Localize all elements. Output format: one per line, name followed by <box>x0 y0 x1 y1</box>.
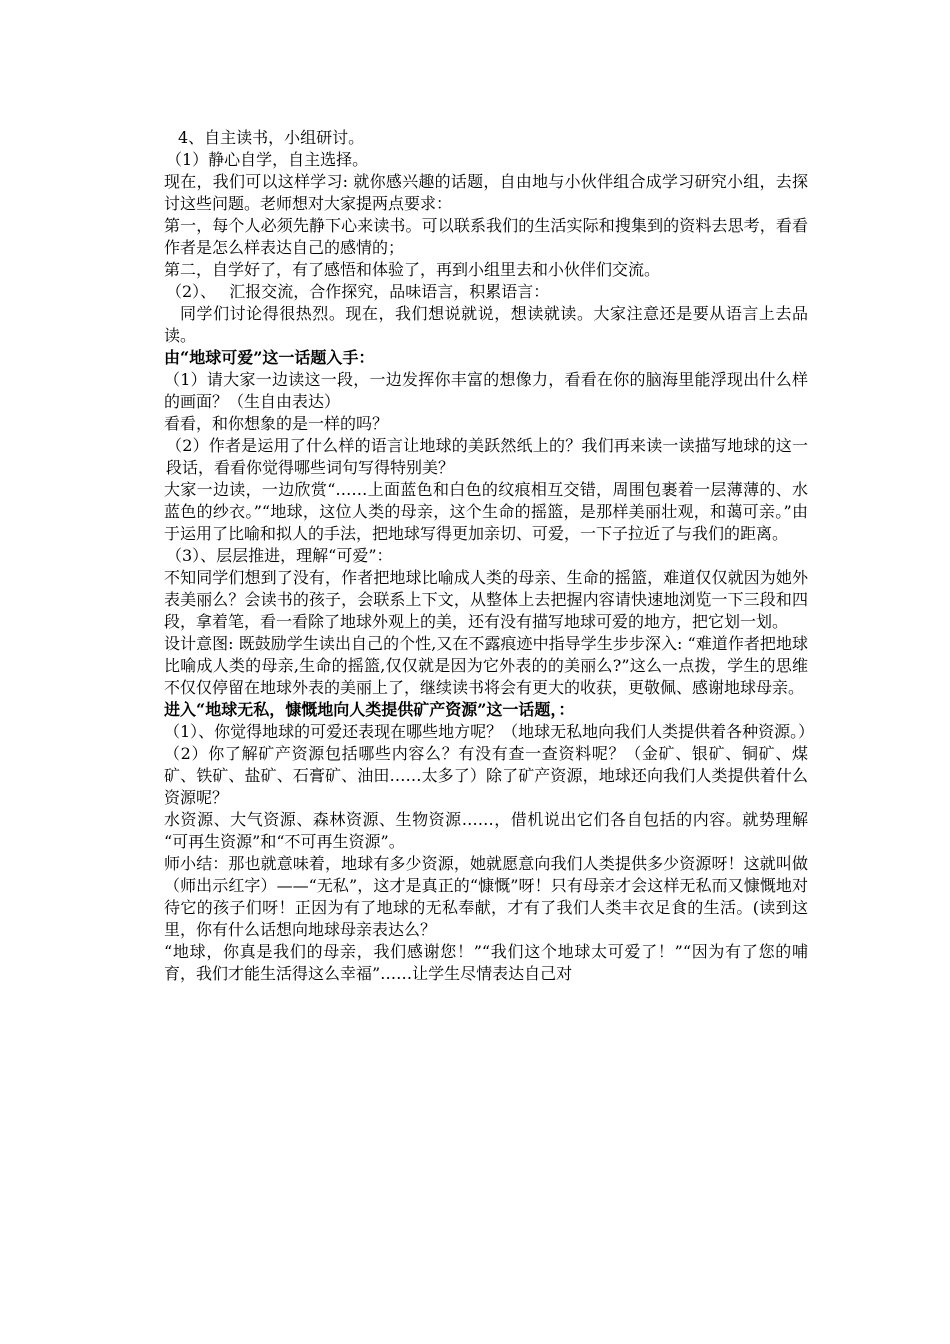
topic-heading-earth-selfless: 进入“地球无私，慷慨地向人类提供矿产资源”这一话题，： <box>164 700 575 719</box>
paragraph-imagination: （1）请大家一边读这一段，一边发挥你丰富的想像力，看看在你的脑海里能浮现出什么样的画面？（生自由表达） <box>164 370 808 411</box>
paragraph-compare: 看看，和你想象的是一样的吗？ <box>164 414 389 433</box>
heading-step-4: 4、自主读书，小组研讨。 <box>178 128 365 147</box>
paragraph-student-expression: “地球，你真是我们的母亲，我们感谢您！”“我们这个地球太可爱了！”“因为有了您的哺育，我们才能生活得这么幸福”……让学生尽情表达自己对 <box>164 942 808 983</box>
paragraph-browse-task: 不知同学们想到了没有，作者把地球比喻成人类的母亲、生命的摇篮，难道仅仅就因为她外表美丽么？会读书的孩子，会联系上下文，从整体上去把握内容请快速地浏览一下三段和四段，拿着笔，看一看除了地球外观上的美，还有没有描写地球可爱的地方，把它划一划。 <box>164 568 808 631</box>
paragraph-minerals: （2）你了解矿产资源包括哪些内容么？有没有查一查资料呢？（金矿、银矿、铜矿、煤矿、铁矿、盐矿、石膏矿、油田……太多了）除了矿产资源，地球还向我们人类提供着什么资源呢？ <box>164 744 808 807</box>
paragraph-study-method: 现在，我们可以这样学习: 就你感兴趣的话题，自由地与小伙伴组合成学习研究小组，去探讨这些问题。老师想对大家提两点要求： <box>164 172 808 213</box>
paragraph-requirement-1: 第一，每个人必须先静下心来读书。可以联系我们的生活实际和搜集到的资料去思考，看看作者是怎么样表达自己的感情的； <box>164 216 808 257</box>
paragraph-discussion: 同学们讨论得很热烈。现在，我们想说就说，想读就读。大家注意还是要从语言上去品读。 <box>164 304 808 345</box>
subheading-report-exchange: （2）、 汇报交流，合作探究，品味语言，积累语言： <box>166 282 550 301</box>
paragraph-resources-question: （1）、你觉得地球的可爱还表现在哪些地方呢？（地球无私地向我们人类提供着各种资源。） <box>164 722 815 741</box>
subheading-progressive: （3）、层层推进，理解“可爱”： <box>166 546 393 565</box>
paragraph-other-resources: 水资源、大气资源、森林资源、生物资源……，借机说出它们各自包括的内容。就势理解 “可再生资源”和“不可再生资源”。 <box>164 810 808 851</box>
paragraph-design-intent: 设计意图: 既鼓励学生读出自己的个性,又在不露痕迹中指导学生步步深入: “难道作者把地球比喻成人类的母亲,生命的摇篮,仅仅就是因为它外表的的美丽么?”这么一点拨，学生的思维不仅仅停留在地球外表的美丽上了，继续读书将会有更大的收获，更敬佩、感谢地球母亲。 <box>164 634 808 697</box>
subheading-self-study: （1）静心自学，自主选择。 <box>166 150 369 169</box>
paragraph-requirement-2: 第二，自学好了，有了感悟和体验了，再到小组里去和小伙伴们交流。 <box>164 260 661 279</box>
paragraph-appreciation: 大家一边读，一边欣赏“……上面蓝色和白色的纹痕相互交错，周围包裹着一层薄薄的、水蓝色的纱衣。”“地球，这位人类的母亲，这个生命的摇篮，是那样美丽壮观，和蔼可亲。”由于运用了比喻和拟人的手法，把地球写得更加亲切、可爱，一下子拉近了与我们的距离。 <box>164 480 808 543</box>
topic-heading-earth-lovely: 由“地球可爱”这一话题入手： <box>164 348 375 367</box>
paragraph-teacher-summary: 师小结：那也就意味着，地球有多少资源，她就愿意向我们人类提供多少资源呀！这就叫做（师出示红字）——“无私”，这才是真正的“慷慨”呀！只有母亲才会这样无私而又慷慨地对待它的孩子们呀！正因为有了地球的无私奉献，才有了我们人类丰衣足食的生活。(读到这里，你有什么话想向地球母亲表达么？ <box>164 854 808 939</box>
document-page <box>164 127 815 985</box>
paragraph-language-question: （2）作者是运用了什么样的语言让地球的美跃然纸上的？我们再来读一读描写地球的这一段话，看看你觉得哪些词句写得特别美？ <box>166 436 808 477</box>
